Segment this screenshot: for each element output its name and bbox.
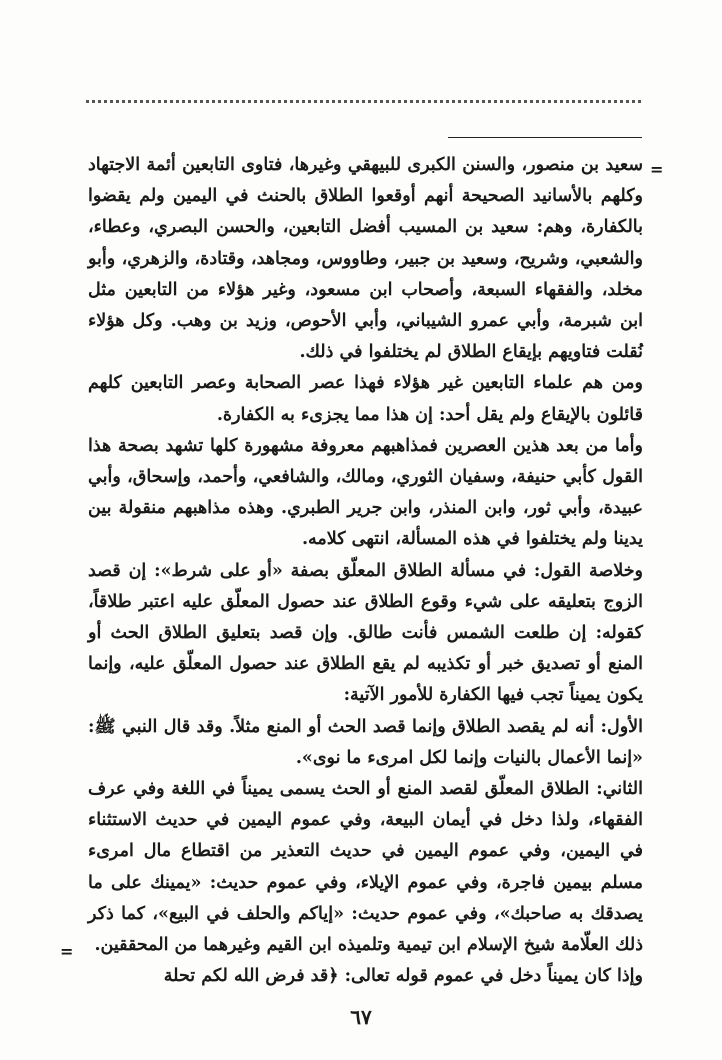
footnote-rule xyxy=(448,137,642,138)
paragraph-5-label: الأول: xyxy=(600,716,643,737)
paragraph-1: سعيد بن منصور، والسنن الكبرى للبيهقي وغيرها، فتاوى التابعين أئمة الاجتهاد وكلهم بالأسانيد الصحيحة أنهم أوقعوا الطلاق بالحنث في اليمين ولم يقضوا بالكفارة، وهم: سعيد بن المسيب أفضل التابعين، والحسن البصري، وعطاء، والشعبي، وشريح، وسعيد بن جبير، وطاووس، ومجاهد، وقتادة، والزهري، وأبو مخلد، والفقهاء السبعة، وأصحاب ابن مسعود، وغير هؤلاء من التابعين مثل ابن شبرمة، وأبي عمرو الشيباني، وأبي الأحوص، وزيد بن وهب. وكل هؤلاء نُقلت فتاويهم بإيقاع الطلاق لم يختلفوا في ذلك. xyxy=(88,155,643,363)
paragraph-6-text: الطلاق المعلّق لقصد المنع أو الحث يسمى يميناً في اللغة وفي عرف الفقهاء، ولذا دخل في أيمان البيعة، وفي عموم اليمين في حديث الاستثناء في اليمين، وفي عموم اليمين في حديث التعذير من اقتطاع مال امرىء مسلم بيمين فاجرة، وفي عموم الإيلاء، وفي عموم حديث: «يمينك على ما يصدقك به صاحبك»، وفي عموم حديث: «إياكم والحلف في البيع»، كما ذكر ذلك العلّامة شيخ الإسلام ابن تيمية وتلميذه ابن القيم وغيرهما من المحققين. xyxy=(88,779,643,956)
continuation-marker-top: = xyxy=(650,160,664,179)
paragraph-6 xyxy=(88,774,643,961)
footnote-dotted-separator xyxy=(86,100,641,103)
paragraph-2: ومن هم علماء التابعين غير هؤلاء فهذا عصر الصحابة وعصر التابعين كلهم قائلون بالإيقاع ولم يقل أحد: إن هذا مما يجزىء به الكفارة. xyxy=(88,373,643,425)
paragraph-4 xyxy=(88,556,643,712)
paragraph-4-text: في مسألة الطلاق المعلّق بصفة «أو على شرط»: إن قصد الزوج بتعليقه على شيء وقوع الطلاق عند حصول المعلّق عليه اعتبر طلاقاً، كقوله: إن طلعت الشمس فأنت طالق. وإن قصد بتعليق الطلاق الحث أو المنع أو تصديق خبر أو تكذيبه لم يقع الطلاق عند حصول المعلّق عليه، وإنما يكون يميناً تجب فيها الكفارة للأمور الآتية: xyxy=(88,560,643,706)
paragraph-5-text: أنه لم يقصد الطلاق وإنما قصد الحث أو المنع مثلاً. وقد قال النبي ﷺ: «إنما الأعمال بالنيات وإنما لكل امرىء ما نوى». xyxy=(88,716,643,768)
paragraph-4-label: وخلاصة القول: xyxy=(533,560,643,581)
page-number: ٦٧ xyxy=(350,1005,372,1029)
paragraph-7: وإذا كان يميناً دخل في عموم قوله تعالى: ﴿قد فرض الله لكم تحلة xyxy=(163,966,643,987)
footnote-text xyxy=(88,150,643,992)
continuation-marker-bottom: = xyxy=(60,942,74,961)
paragraph-6-label: الثاني: xyxy=(596,779,643,800)
paragraph-3: وأما من بعد هذين العصرين فمذاهبهم معروفة مشهورة كلها تشهد بصحة هذا القول كأبي حنيفة، وسفيان الثوري، ومالك، والشافعي، وأحمد، وإسحاق، وأبي عبيدة، وأبي ثور، وابن المنذر، وابن جرير الطبري. وهذه مذاهبهم منقولة بين يدينا ولم يختلفوا في هذه المسألة، انتهى كلامه. xyxy=(88,435,643,550)
paragraph-5 xyxy=(88,712,643,774)
